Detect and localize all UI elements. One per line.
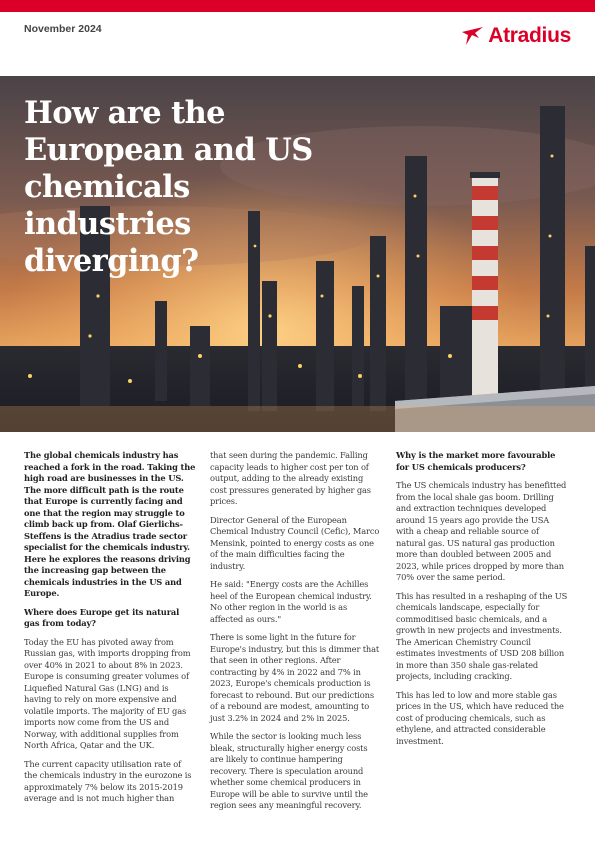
paragraph: While the sector is looking much less bleak, structurally higher energy costs are likely to continue hampering recovery. There is speculation around whether some chemical producers in Europe will be able to survive until the region sees any meaningful recovery. <box>210 731 368 810</box>
logo-wordmark: Atradius <box>488 24 571 47</box>
quote-paragraph: He said: "Energy costs are the Achilles heel of the European chemical industry. No other region in the world is as affected as ours." <box>210 579 372 624</box>
paragraph: There is some light in the future for Europe's industry, but this is dimmer that that seen in other regions. After contracting by 4% in 2022 and 7% in 2023, Europe's chemicals production is forecast to rebound. But our predictions of a rebound are modest, amounting to just 3.2% in 2024 and 2% in 2025. <box>210 632 380 723</box>
article-column-3 <box>396 450 568 754</box>
section-heading-us-market: Why is the market more favourable for US chemicals producers? <box>396 450 556 472</box>
paragraph: This has led to low and more stable gas prices in the US, which have reduced the cost of producing chemicals, such as ethylene, and attracted considerable investment. <box>396 689 564 746</box>
atradius-bird-icon <box>461 26 485 46</box>
paragraph: This has resulted in a reshaping of the US chemicals landscape, especially for commoditised basic chemicals, and a growth in new projects and investments. The American Chemistry Council estimates investments of USD 208 billion in more than 350 shale gas-related projects, including cracking. <box>396 590 568 681</box>
article-headline: How are the European and US chemicals industries diverging? <box>24 95 313 279</box>
paragraph: that seen during the pandemic. Falling capacity leads to higher cost per ton of output, adding to the already existing cost pressures generated by higher gas prices. <box>210 450 371 506</box>
paragraph: Director General of the European Chemical Industry Council (Cefic), Marco Mensink, pointed to energy costs as one of the main difficulties facing the industry. <box>210 514 380 571</box>
paragraph: Today the EU has pivoted away from Russian gas, with imports dropping from over 40% in 2021 to about 8% in 2023. Europe is consuming greater volumes of Liquefied Natural Gas (LNG) and is having to rely on more expensive and volatile imports. The majority of EU gas imports now come from the US and Norway, with additional supplies from North Africa, Qatar and the UK. <box>24 636 191 750</box>
section-heading-europe-gas: Where does Europe get its natural gas from today? <box>24 606 180 628</box>
article-column-2 <box>210 450 382 819</box>
paragraph: The US chemicals industry has benefitted from the local shale gas boom. Drilling and extraction techniques developed around 15 years ago provide the USA with a cheap and reliable source of natural gas. US natural gas production more than doubled between 2005 and 2023, while prices dropped by more than 70% over the same period. <box>396 480 567 582</box>
top-brand-bar <box>0 0 595 12</box>
atradius-logo[interactable] <box>461 24 571 48</box>
article-lead: The global chemicals industry has reached a fork in the road. Taking the high road are businesses in the US. The more difficult path is the route that Europe is currently facing and one that the region may struggle to climb back up from. Olaf Gierlichs-Steffens is the Atradius trade sector specialist for the chemicals industry. Here he explores the reasons driving the increasing gap between the chemicals industries in the US and Europe. <box>24 450 196 598</box>
paragraph: The current capacity utilisation rate of the chemicals industry in the eurozone is approximately 7% below its 2015-2019 average and is not much higher than <box>24 758 192 803</box>
publication-date: November 2024 <box>24 23 102 35</box>
article-column-1 <box>24 450 196 812</box>
